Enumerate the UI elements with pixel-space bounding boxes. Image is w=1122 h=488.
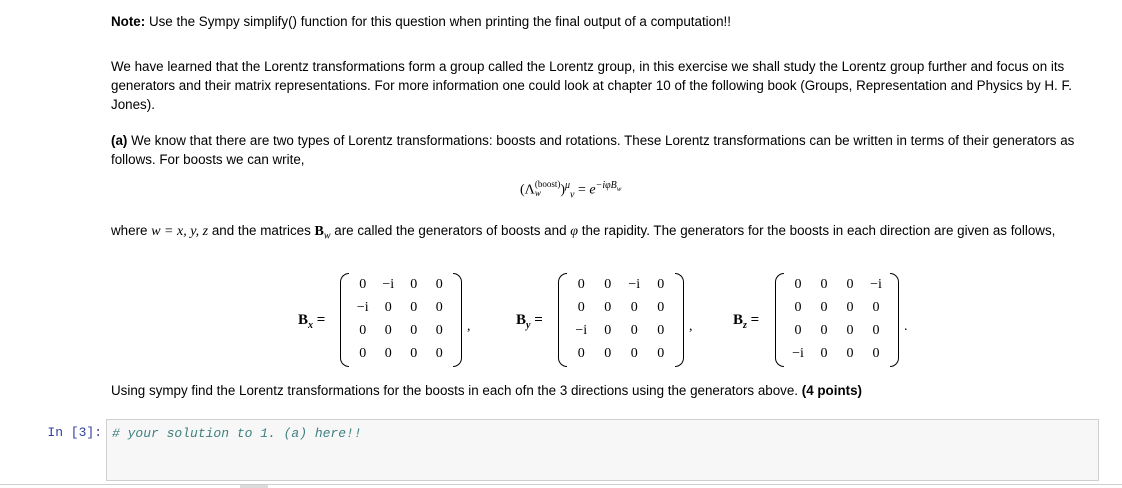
matrix-cell: 0 xyxy=(435,277,443,292)
matrix-cell: 0 xyxy=(846,277,854,292)
matrix-cell: 0 xyxy=(384,323,392,338)
matrix-cell: 0 xyxy=(410,346,418,361)
matrix-cell: 0 xyxy=(846,323,854,338)
matrix-cell: −i xyxy=(628,277,641,292)
matrix-bracket xyxy=(453,273,462,367)
matrix-cell: 0 xyxy=(604,346,612,361)
matrix-cell: −i xyxy=(356,300,369,315)
matrix-cell: 0 xyxy=(846,300,854,315)
matrix-cell: −i xyxy=(792,346,804,361)
eq-e: e xyxy=(589,182,596,198)
matrix-cell: 0 xyxy=(657,300,665,315)
part-a-paragraph xyxy=(111,131,1096,169)
matrix-by xyxy=(558,272,684,368)
matrix-cell: 0 xyxy=(410,277,418,292)
matrix-cell: 0 xyxy=(435,346,443,361)
cell-prompt: In [3]: xyxy=(47,425,102,440)
eq-sub: w xyxy=(534,188,541,199)
eq-exp-sub: w xyxy=(616,185,622,193)
where-mid1: and the matrices xyxy=(208,223,315,238)
eq-exp: −iφB xyxy=(595,180,617,191)
matrix-cell: 0 xyxy=(820,277,828,292)
matrix-bracket xyxy=(775,273,784,367)
part-a-label: (a) xyxy=(111,133,128,148)
matrix-bracket xyxy=(558,273,567,367)
part-a-text: We know that there are two types of Lorentz transformations: boosts and rotations. These Lorentz transformations can be written in terms of their generators as follows. For boosts we can write, xyxy=(111,133,1075,167)
matrix-cell: 0 xyxy=(657,323,665,338)
matrix-cell: 0 xyxy=(630,346,638,361)
where-phi: φ xyxy=(570,224,578,239)
matrix-cell: 0 xyxy=(384,346,392,361)
matrix-cell: 0 xyxy=(384,300,392,315)
matrix-label-bx: $B_x$ = xyxy=(298,312,326,331)
eq-close: ) xyxy=(560,182,565,198)
eq-mu: μ xyxy=(565,180,571,191)
matrix-cell: 0 xyxy=(359,277,367,292)
matrix-bx xyxy=(340,272,462,368)
matrix-cell: 0 xyxy=(577,300,585,315)
matrix-cell: 0 xyxy=(820,323,828,338)
matrix-bz xyxy=(775,272,899,368)
where-paragraph xyxy=(111,221,1096,246)
matrix-cell: 0 xyxy=(820,346,828,361)
question-paragraph xyxy=(111,381,1096,400)
matrix-cell: −i xyxy=(870,277,882,292)
note-text: Use the Sympy simplify() function for this question when printing the final output of a computation!! xyxy=(145,14,731,29)
matrix-cell: 0 xyxy=(820,300,828,315)
matrix-cell: 0 xyxy=(872,300,880,315)
matrix-cell: 0 xyxy=(435,323,443,338)
matrix-cell: 0 xyxy=(359,346,367,361)
question-points: (4 points) xyxy=(801,383,863,398)
matrix-cell: 0 xyxy=(872,346,880,361)
where-B: B xyxy=(314,224,324,239)
question-text: Using sympy find the Lorentz transformations for the boosts in each ofn the 3 directions using the generators above. xyxy=(111,383,802,398)
matrix-label-bz: $B_z$ = xyxy=(733,312,760,331)
matrix-cell: 0 xyxy=(657,277,665,292)
matrix-label-by: $B_y$ = xyxy=(516,312,543,331)
matrix-cell: 0 xyxy=(577,346,585,361)
matrix-cell: 0 xyxy=(604,277,612,292)
matrix-cell: 0 xyxy=(410,300,418,315)
matrix-cell: 0 xyxy=(794,300,802,315)
eq-nu: ν xyxy=(570,189,575,201)
matrix-cell: 0 xyxy=(604,323,612,338)
eq-equals: = xyxy=(574,182,590,198)
where-B-sub: w xyxy=(323,230,331,242)
boost-equation xyxy=(520,180,621,200)
where-math: w = x, y, z xyxy=(151,224,209,239)
note-paragraph xyxy=(111,12,1096,31)
matrix-cell: 0 xyxy=(630,323,638,338)
eq-lambda: (Λ xyxy=(520,182,535,198)
where-tail: the rapidity. The generators for the boosts in each direction are given as follows, xyxy=(578,223,1056,238)
matrix-cell: −i xyxy=(575,323,588,338)
matrix-bracket xyxy=(890,273,899,367)
generator-matrices xyxy=(0,272,1122,368)
matrix-cell: 0 xyxy=(359,323,367,338)
note-label: Note: xyxy=(111,14,146,29)
matrix-cell: 0 xyxy=(846,346,854,361)
code-comment: # your solution to 1. (a) here!! xyxy=(112,426,362,441)
matrix-bracket xyxy=(675,273,684,367)
eq-super: (boost) xyxy=(534,179,561,190)
matrix-sep-bz: . xyxy=(904,319,908,334)
matrix-cell: 0 xyxy=(604,300,612,315)
matrix-cell: 0 xyxy=(410,323,418,338)
matrix-sep-by: , xyxy=(689,319,693,334)
matrix-cell: 0 xyxy=(794,323,802,338)
matrix-cell: 0 xyxy=(657,346,665,361)
code-cell-editor[interactable] xyxy=(106,419,1099,481)
matrix-cell: 0 xyxy=(435,300,443,315)
where-prefix: where xyxy=(111,223,152,238)
matrix-bracket xyxy=(340,273,349,367)
where-mid2: are called the generators of boosts and xyxy=(330,223,571,238)
intro-paragraph: We have learned that the Lorentz transformations form a group called the Lorentz group, in this exercise we shall study the Lorentz group further and focus on its generators and their matrix representations. For more information one could look at chapter 10 of the following book (Groups, Representation and Physics by H. F. Jones). xyxy=(111,59,1072,112)
matrix-sep-bx: , xyxy=(467,319,471,334)
matrix-cell: 0 xyxy=(794,277,802,292)
matrix-cell: −i xyxy=(382,277,395,292)
matrix-cell: 0 xyxy=(577,277,585,292)
matrix-cell: 0 xyxy=(872,323,880,338)
cell-divider xyxy=(0,484,1122,485)
matrix-cell: 0 xyxy=(630,300,638,315)
